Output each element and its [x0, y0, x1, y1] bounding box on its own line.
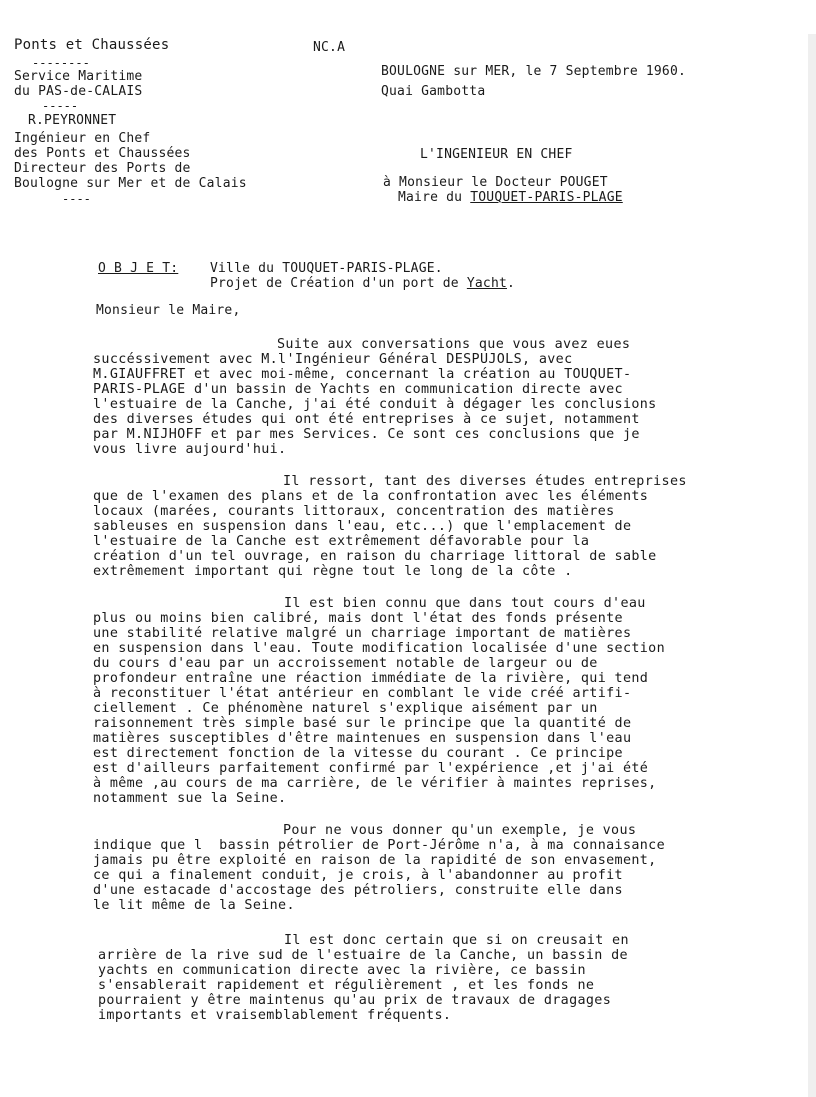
- sender-department: Ponts et Chaussées: [14, 37, 170, 53]
- scan-edge: [0, 0, 12, 585]
- text-line: par M.NIJHOFF et par mes Services. Ce sont ces conclusions que je: [93, 427, 640, 442]
- text-line: M.GIAUFFRET et avec moi-même, concernant la création au TOUQUET-: [93, 367, 632, 382]
- sender-title: des Ponts et Chaussées: [14, 146, 191, 161]
- text-line: jamais pu être exploité en raison de la rapidité de son envasement,: [93, 853, 657, 868]
- text-line: arrière de la rive sud de l'estuaire de la Canche, un bassin de: [98, 948, 628, 963]
- text-line: raisonnement très simple basé sur le principe que la quantité de: [93, 716, 632, 731]
- text-line: est d'ailleurs parfaitement confirmé par l'expérience ,et j'ai été: [93, 761, 649, 776]
- text-line: Pour ne vous donner qu'un exemple, je vous: [283, 823, 637, 838]
- text-line: PARIS-PLAGE d'un bassin de Yachts en communication directe avec: [93, 382, 623, 397]
- object-line: Ville du TOUQUET-PARIS-PLAGE.: [210, 261, 443, 276]
- text-line: sableuses en suspension dans l'eau, etc...) que l'emplacement de: [93, 519, 632, 534]
- text-line: création d'un tel ouvrage, en raison du charriage littoral de sable: [93, 549, 657, 564]
- recipient-function: [398, 190, 623, 205]
- sender-region: du PAS-de-CALAIS: [14, 84, 143, 99]
- object-keyword: Yacht: [466, 276, 507, 291]
- separator: ----: [62, 192, 91, 206]
- text-line: profondeur entraîne une réaction immédiate de la rivière, qui tend: [93, 671, 649, 686]
- text-line: extrêmement important qui règne tout le long de la côte .: [93, 564, 573, 579]
- text-line: Il ressort, tant des diverses études entreprises: [283, 474, 687, 489]
- text-line: locaux (marées, courants littoraux, concentration des matières: [93, 504, 615, 519]
- text-line: du cours d'eau par un accroissement notable de largeur ou de: [93, 656, 598, 671]
- text-line: importants et vraisemblablement fréquents.: [98, 1008, 452, 1023]
- text-line: le lit même de la Seine.: [93, 898, 295, 913]
- sender-title: Directeur des Ports de: [14, 161, 191, 176]
- place-date: BOULOGNE sur MER, le 7 Septembre 1960.: [381, 64, 687, 79]
- text-line: à reconstituer l'état antérieur en comblant le vide créé artifi-: [93, 686, 632, 701]
- recipient-name: à Monsieur le Docteur POUGET: [383, 175, 608, 190]
- object-line: [210, 276, 515, 291]
- text-line: matières susceptibles d'être maintenues en suspension dans l'eau: [93, 731, 632, 746]
- sender-service: Service Maritime: [14, 69, 143, 84]
- text-line: s'ensablerait rapidement et régulièrement , et les fonds ne: [98, 978, 595, 993]
- text-line: vous livre aujourd'hui.: [93, 442, 287, 457]
- recipient-prefix: Maire du: [398, 190, 471, 205]
- text-line: succéssivement avec M.l'Ingénieur Général DESPUJOLS, avec: [93, 352, 573, 367]
- text-line: est directement fonction de la vitesse du courant . Ce principe: [93, 746, 623, 761]
- text-line: que de l'examen des plans et de la confrontation avec les éléments: [93, 489, 649, 504]
- text-line: notamment sue la Seine.: [93, 791, 287, 806]
- text-line: pourraient y être maintenus qu'au prix de travaux de dragages: [98, 993, 612, 1008]
- text-line: d'une estacade d'accostage des pétroliers, construite elle dans: [93, 883, 623, 898]
- recipient-town: TOUQUET-PARIS-PLAGE: [470, 190, 623, 205]
- object-text: Projet de Création d'un port de: [210, 276, 467, 291]
- from-title: L'INGENIEUR EN CHEF: [420, 147, 573, 162]
- text-line: une stabilité relative malgré un charriage important de matières: [93, 626, 632, 641]
- address: Quai Gambotta: [381, 84, 486, 99]
- text-line: Suite aux conversations que vous avez eues: [277, 337, 631, 352]
- object-punct: .: [507, 276, 516, 291]
- text-line: ciellement . Ce phénomène naturel s'explique aisément par un: [93, 701, 598, 716]
- object-label: O B J E T:: [98, 261, 179, 276]
- text-line: l'estuaire de la Canche, j'ai été conduit à dégager les conclusions: [93, 397, 657, 412]
- text-line: des diverses études qui ont été entreprises à ce sujet, notamment: [93, 412, 640, 427]
- text-line: à même ,au cours de ma carrière, de le vérifier à maintes reprises,: [93, 776, 657, 791]
- sender-title: Ingénieur en Chef: [14, 131, 151, 146]
- text-line: yachts en communication directe avec la rivière, ce bassin: [98, 963, 586, 978]
- text-line: indique que l bassin pétrolier de Port-Jérôme n'a, à ma connaisance: [93, 838, 666, 853]
- separator: --------: [32, 56, 90, 70]
- sender-name: R.PEYRONNET: [28, 113, 117, 128]
- salutation: Monsieur le Maire,: [96, 303, 241, 318]
- scan-edge: [808, 34, 816, 1097]
- text-line: Il est bien connu que dans tout cours d'eau: [284, 596, 646, 611]
- reference: NC.A: [313, 40, 346, 55]
- text-line: Il est donc certain que si on creusait en: [284, 933, 629, 948]
- text-line: en suspension dans l'eau. Toute modification localisée d'une section: [93, 641, 666, 656]
- separator: -----: [42, 99, 79, 113]
- text-line: l'estuaire de la Canche est extrêmement défavorable pour la: [93, 534, 590, 549]
- text-line: plus ou moins bien calibré, mais dont l'état des fonds présente: [93, 611, 623, 626]
- sender-title: Boulogne sur Mer et de Calais: [14, 176, 247, 191]
- text-line: ce qui a finalement conduit, je crois, à l'abandonner au profit: [93, 868, 623, 883]
